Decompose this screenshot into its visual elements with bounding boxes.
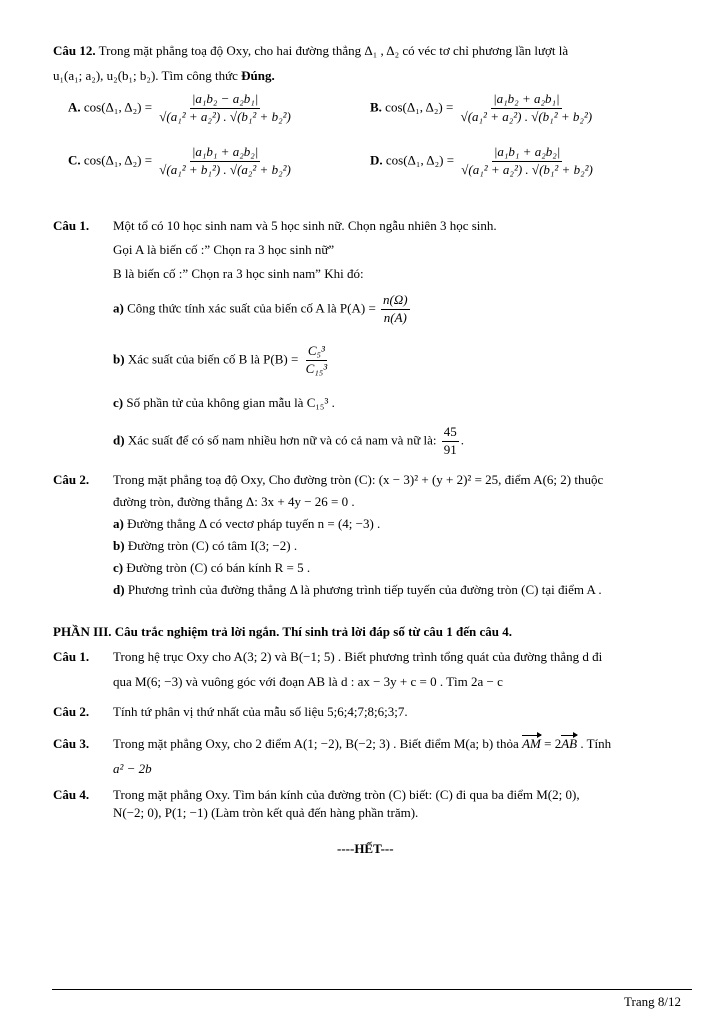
item-text: Đường thẳng Δ có vectơ pháp tuyến n = (4; −3) .: [127, 516, 381, 531]
fraction-denominator: 91: [443, 441, 457, 457]
q12-stem-line1: [53, 44, 568, 59]
item-fraction: [442, 425, 459, 458]
q12-option-c: [68, 145, 295, 178]
q12-label: Câu 12.: [53, 43, 96, 58]
fraction-denominator: C₁₅³: [305, 360, 328, 376]
sa3-eq: = 2: [544, 736, 562, 751]
tf1-item-d: d) Xác suất để có số nam nhiều hơn nữ và có cả nam và nữ là: $\frac{45}{91}$ .: [113, 424, 464, 457]
item-label: c): [113, 560, 124, 575]
sa2-line1: Tính tứ phân vị thứ nhất của mẫu số liệu 5;6;4;7;8;6;3;7.: [113, 704, 408, 719]
fraction-denominator: √(a₁² + a₂²) . √(b₁² + b₂²): [159, 108, 291, 124]
sa3-line2: a² − 2b: [113, 761, 152, 776]
tf1-line3: B là biến cố :” Chọn ra 3 học sinh nam” Khi đó:: [113, 266, 364, 281]
fraction-numerator: |a₁b₁ + a₂b₂|: [190, 145, 261, 162]
fraction-denominator: √(a₁² + a₂²) . √(b₁² + b₂²): [460, 108, 593, 124]
footer-divider: [52, 989, 692, 990]
end-mark: ----HẾT---: [337, 841, 394, 856]
fraction-denominator: n(A): [383, 309, 407, 325]
tf1-label: Câu 1.: [53, 218, 90, 233]
item-text: Phương trình của đường thẳng Δ là phương trình tiếp tuyến của đường tròn (C) tại điểm A .: [127, 582, 602, 597]
item-text: Xác suất để có số nam nhiều hơn nữ và có cả nam và nữ là:: [127, 432, 437, 448]
option-fraction: [157, 145, 293, 178]
tf2-item-c: [113, 561, 310, 576]
sa2-label: Câu 2.: [53, 704, 90, 719]
q12-stem-text: Trong mặt phẳng toạ độ Oxy, cho hai đường thẳng Δ₁ , Δ₂ có véc tơ chỉ phương lần lượt là: [98, 43, 569, 58]
option-label: A.: [68, 99, 81, 115]
sa3-text-end: . Tính: [580, 736, 612, 751]
option-lhs: cos(Δ₁, Δ₂) =: [385, 99, 454, 115]
vector-am: AM: [522, 736, 541, 751]
item-label: b): [113, 351, 125, 367]
q12-option-d: [370, 145, 597, 178]
fraction-numerator: 45: [442, 425, 459, 442]
item-text: Công thức tính xác suất của biến cố A là P(A) =: [127, 300, 376, 316]
item-label: b): [113, 538, 125, 553]
sa1-line1: Trong hệ trục Oxy cho A(3; 2) và B(−1; 5) . Biết phương trình tổng quát của đường thẳng d đi: [113, 649, 603, 664]
option-fraction: [459, 92, 595, 125]
vector-ab: AB: [561, 736, 578, 751]
page-number: Trang 8/12: [624, 994, 681, 1009]
option-lhs: cos(Δ₁, Δ₂) =: [83, 152, 153, 168]
item-label: c): [113, 395, 124, 410]
fraction-denominator: √(a₁² + b₁²) . √(a₂² + b₂²): [159, 161, 291, 177]
tf2-label: Câu 2.: [53, 472, 90, 487]
tf2-item-b: [113, 539, 297, 554]
item-label: a): [113, 516, 124, 531]
tf1-line1: Một tổ có 10 học sinh nam và 5 học sinh nữ. Chọn ngẫu nhiên 3 học sinh.: [113, 218, 497, 233]
q12-stem-line2: [53, 69, 275, 84]
sa4-label: Câu 4.: [53, 787, 90, 802]
option-lhs: cos(Δ₁, Δ₂) =: [385, 152, 455, 168]
q12-option-b: [370, 92, 596, 125]
sa1-line2: qua M(6; −3) và vuông góc với đoạn AB là d : ax − 3y + c = 0 . Tìm 2a − c: [113, 674, 503, 689]
item-text: Đường tròn (C) có tâm I(3; −2) .: [127, 538, 298, 553]
tf1-item-a: [113, 293, 412, 326]
item-text: Xác suất của biến cố B là P(B) =: [127, 351, 299, 367]
tf1-item-b: [113, 344, 331, 377]
option-label: D.: [370, 152, 383, 168]
sa1-label: Câu 1.: [53, 649, 90, 664]
q12-option-a: [68, 92, 295, 125]
item-label: a): [113, 300, 124, 316]
part3-heading: PHẦN III. Câu trắc nghiệm trả lời ngắn. Thí sinh trả lời đáp số từ câu 1 đến câu 4.: [53, 624, 512, 639]
option-fraction: [459, 145, 595, 178]
tf2-item-a: [113, 517, 380, 532]
tf2-item-d: [113, 583, 602, 598]
fraction-denominator: √(a₁² + a₂²) . √(b₁² + b₂²): [461, 161, 593, 177]
option-label: C.: [68, 152, 81, 168]
option-lhs: cos(Δ₁, Δ₂) =: [83, 99, 153, 115]
item-label: d): [113, 582, 125, 597]
q12-stem-bold: Đúng.: [241, 68, 275, 83]
fraction-numerator: C₅³: [306, 344, 327, 361]
tf1-item-c: [113, 396, 335, 411]
fraction-numerator: |a₁b₂ + a₂b₁|: [491, 92, 562, 109]
tf2-line2: đường tròn, đường thẳng Δ: 3x + 4y − 26 = 0 .: [113, 494, 355, 509]
option-fraction: [157, 92, 293, 125]
fraction-numerator: |a₁b₁ + a₂b₂|: [492, 145, 563, 162]
item-label: d): [113, 432, 125, 448]
sa4-line2: N(−2; 0), P(1; −1) (Làm tròn kết quả đến hàng phần trăm).: [113, 805, 419, 820]
item-fraction: [304, 344, 330, 377]
q12-stem-text-2: u₁(a₁; a₂), u₂(b₁; b₂). Tìm công thức: [53, 68, 238, 83]
fraction-numerator: |a₁b₂ − a₂b₁|: [190, 92, 261, 109]
item-fraction: [381, 293, 410, 326]
fraction-numerator: n(Ω): [381, 293, 410, 310]
sa4-line1: Trong mặt phẳng Oxy. Tìm bán kính của đường tròn (C) biết: (C) đi qua ba điểm M(2; 0),: [113, 787, 580, 802]
option-label: B.: [370, 99, 382, 115]
tf1-line2: Gọi A là biến cố :” Chọn ra 3 học sinh nữ”: [113, 242, 335, 257]
tf2-line1: Trong mặt phẳng toạ độ Oxy, Cho đường tròn (C): (x − 3)² + (y + 2)² = 25, điểm A(6; 2) thuộc: [113, 472, 604, 487]
sa3-label: Câu 3.: [53, 736, 90, 751]
item-text: Số phần tử của không gian mẫu là C₁₅³ .: [126, 395, 335, 410]
item-text: Đường tròn (C) có bán kính R = 5 .: [126, 560, 311, 575]
sa3-line1: [113, 737, 611, 752]
sa3-text: Trong mặt phẳng Oxy, cho 2 điểm A(1; −2), B(−2; 3) . Biết điểm M(a; b) thỏa: [113, 736, 519, 751]
